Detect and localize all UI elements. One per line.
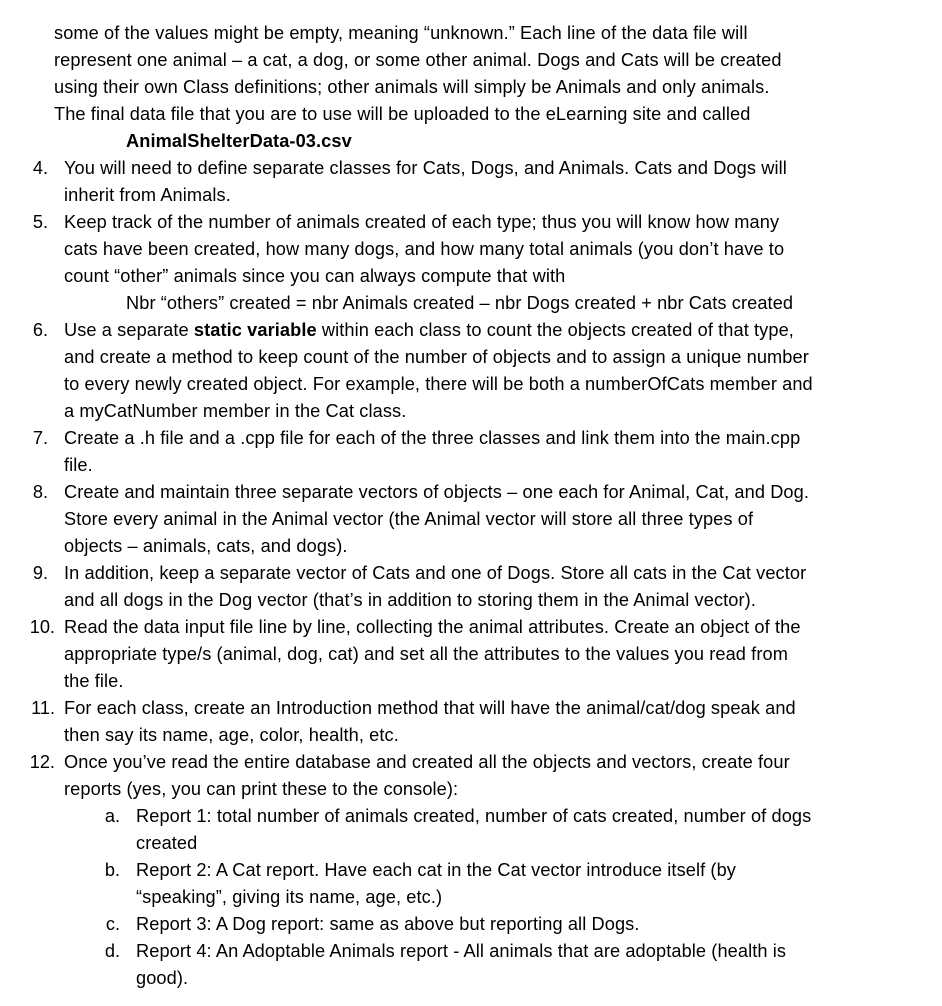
sublist-item-letter: d. xyxy=(104,941,120,961)
sublist-item-letter: a. xyxy=(104,806,120,826)
list-item-text: Create and maintain three separate vectors of objects – one each for Animal, Cat, and Dog. xyxy=(64,482,810,502)
list-item-number: 11. xyxy=(31,698,55,718)
list-item-number: 10. xyxy=(29,617,55,637)
list-item-text: then say its name, age, color, health, etc. xyxy=(64,725,399,745)
list-item-text: Read the data input file line by line, collecting the animal attributes. Create an object of the xyxy=(64,617,801,637)
list-item-text: Create a .h file and a .cpp file for each of the three classes and link them into the main.cpp xyxy=(64,428,801,448)
list-item-text: file. xyxy=(64,455,93,475)
list-item-number: 9. xyxy=(32,563,48,583)
list-item-text xyxy=(64,317,794,344)
list-item-text: inherit from Animals. xyxy=(64,185,231,205)
list-item-number: 6. xyxy=(32,320,48,340)
count-formula: Nbr “others” created = nbr Animals created – nbr Dogs created + nbr Cats created xyxy=(126,293,794,313)
sublist-item-text: “speaking”, giving its name, age, etc.) xyxy=(136,887,443,907)
list-item-text: a myCatNumber member in the Cat class. xyxy=(64,401,407,421)
list-item-text: appropriate type/s (animal, dog, cat) and set all the attributes to the values you read from xyxy=(64,644,788,664)
list-item-text: the file. xyxy=(64,671,124,691)
list-item-text: and all dogs in the Dog vector (that’s in addition to storing them in the Animal vector). xyxy=(64,590,756,610)
emphasis-static-variable: static variable xyxy=(193,320,317,340)
list-item-text: In addition, keep a separate vector of Cats and one of Dogs. Store all cats in the Cat vector xyxy=(64,563,807,583)
list-item-text-segment: Use a separate xyxy=(64,320,194,340)
list-item-text: to every newly created object. For example, there will be both a numberOfCats member and xyxy=(64,374,813,394)
list-item-text: count “other” animals since you can always compute that with xyxy=(64,266,566,286)
list-item-text: cats have been created, how many dogs, and how many total animals (you don’t have to xyxy=(64,239,785,259)
list-item-text: For each class, create an Introduction method that will have the animal/cat/dog speak and xyxy=(64,698,796,718)
sublist-item-text: created xyxy=(136,833,198,853)
list-item-number: 12. xyxy=(29,752,55,772)
list-item-text: Once you’ve read the entire database and created all the objects and vectors, create four xyxy=(64,752,790,772)
data-filename: AnimalShelterData-03.csv xyxy=(126,131,352,151)
intro-line: some of the values might be empty, meaning “unknown.” Each line of the data file will xyxy=(54,23,748,43)
list-item-text: Keep track of the number of animals created of each type; thus you will know how many xyxy=(64,212,780,232)
sublist-item-text: Report 4: An Adoptable Animals report - All animals that are adoptable (health is xyxy=(136,941,787,961)
sublist-item-text: good). xyxy=(136,968,189,988)
sublist-item-letter: c. xyxy=(105,914,120,934)
list-item-number: 5. xyxy=(32,212,48,232)
list-item-text: Store every animal in the Animal vector (the Animal vector will store all three types of xyxy=(64,509,754,529)
list-item-number: 7. xyxy=(32,428,48,448)
list-item-text: reports (yes, you can print these to the console): xyxy=(64,779,459,799)
intro-line: using their own Class definitions; other animals will simply be Animals and only animals. xyxy=(54,77,770,97)
intro-line: The final data file that you are to use will be uploaded to the eLearning site and called xyxy=(54,104,751,124)
list-item-text-segment: within each class to count the objects created of that type, xyxy=(316,320,794,340)
list-item-number: 8. xyxy=(32,482,48,502)
sublist-item-letter: b. xyxy=(104,860,120,880)
sublist-item-text: Report 1: total number of animals created, number of cats created, number of dogs xyxy=(136,806,812,826)
sublist-item-text: Report 3: A Dog report: same as above but reporting all Dogs. xyxy=(136,914,640,934)
list-item-text: objects – animals, cats, and dogs). xyxy=(64,536,348,556)
sublist-item-text: Report 2: A Cat report. Have each cat in the Cat vector introduce itself (by xyxy=(136,860,736,880)
list-item-number: 4. xyxy=(32,158,48,178)
list-item-text: You will need to define separate classes for Cats, Dogs, and Animals. Cats and Dogs will xyxy=(64,158,787,178)
list-item-text: and create a method to keep count of the number of objects and to assign a unique number xyxy=(64,347,809,367)
intro-line: represent one animal – a cat, a dog, or some other animal. Dogs and Cats will be created xyxy=(54,50,782,70)
